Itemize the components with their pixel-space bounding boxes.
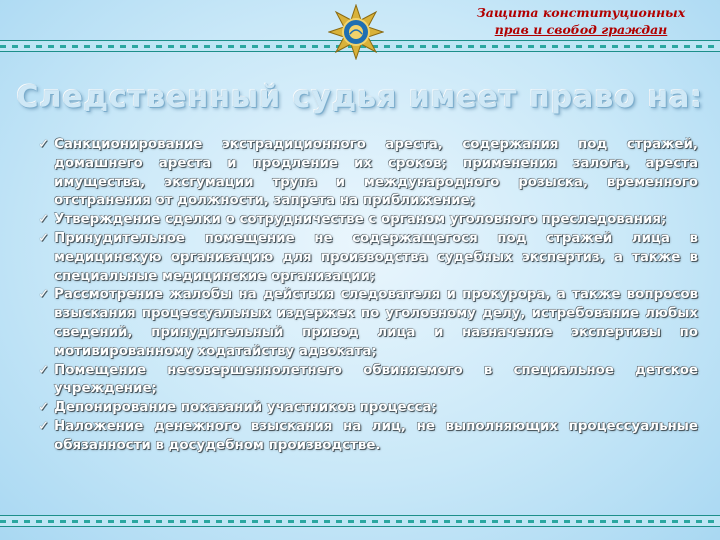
list-item-text: Наложение денежного взыскания на лиц, не выполняющих процессуальные обязанности в досудебном производстве. <box>54 418 698 453</box>
check-icon: ✓ <box>38 287 50 303</box>
list-item-text: Санкционирование экстрадиционного ареста, содержания под стражей, домашнего ареста и продление их сроков; применения залога, ареста имущества, эксгумации трупа и международного розыска, временного отстранения от должности, запрета на приближение; <box>54 137 698 209</box>
list-item-text: Принудительное помещение не содержащегося под стражей лица в медицинскую организацию для производства судебных экспертиз, а также в специальные медицинские организации; <box>54 230 698 284</box>
list-item-text: Помещение несовершеннолетнего обвиняемого в специальное детское учреждение; <box>54 362 698 397</box>
check-icon: ✓ <box>38 137 50 152</box>
check-icon: ✓ <box>38 230 50 246</box>
header-caption-line2: прав и свобод граждан <box>494 22 668 37</box>
check-icon: ✓ <box>38 400 50 416</box>
list-item <box>38 230 698 286</box>
list-item <box>38 286 698 361</box>
list-item <box>38 418 698 456</box>
check-icon: ✓ <box>38 362 50 378</box>
slide-title: Следственный судья имеет право на: <box>16 80 704 115</box>
header-caption-line1: Защита конституционных <box>476 5 686 20</box>
rights-list <box>38 136 698 456</box>
list-item-text: Утверждение сделки о сотрудничестве с органом уголовного преследования; <box>54 212 667 228</box>
emblem-icon <box>328 4 384 60</box>
list-item <box>38 211 698 230</box>
list-item-text: Рассмотрение жалобы на действия следователя и прокурора, а также вопросов взыскания процессуальных издержек по уголовному делу, истребование любых сведений, принудительный привод лица и назначение экспертизы по мотивированному ходатайству адвоката; <box>54 287 698 359</box>
list-item <box>38 136 698 211</box>
check-icon: ✓ <box>38 212 50 228</box>
check-icon: ✓ <box>38 418 50 434</box>
list-item <box>38 399 698 418</box>
list-item <box>38 362 698 400</box>
header-caption <box>446 4 716 38</box>
list-item-text: Депонирование показаний участников процесса; <box>54 400 437 416</box>
bottom-ornament-band <box>0 515 720 527</box>
